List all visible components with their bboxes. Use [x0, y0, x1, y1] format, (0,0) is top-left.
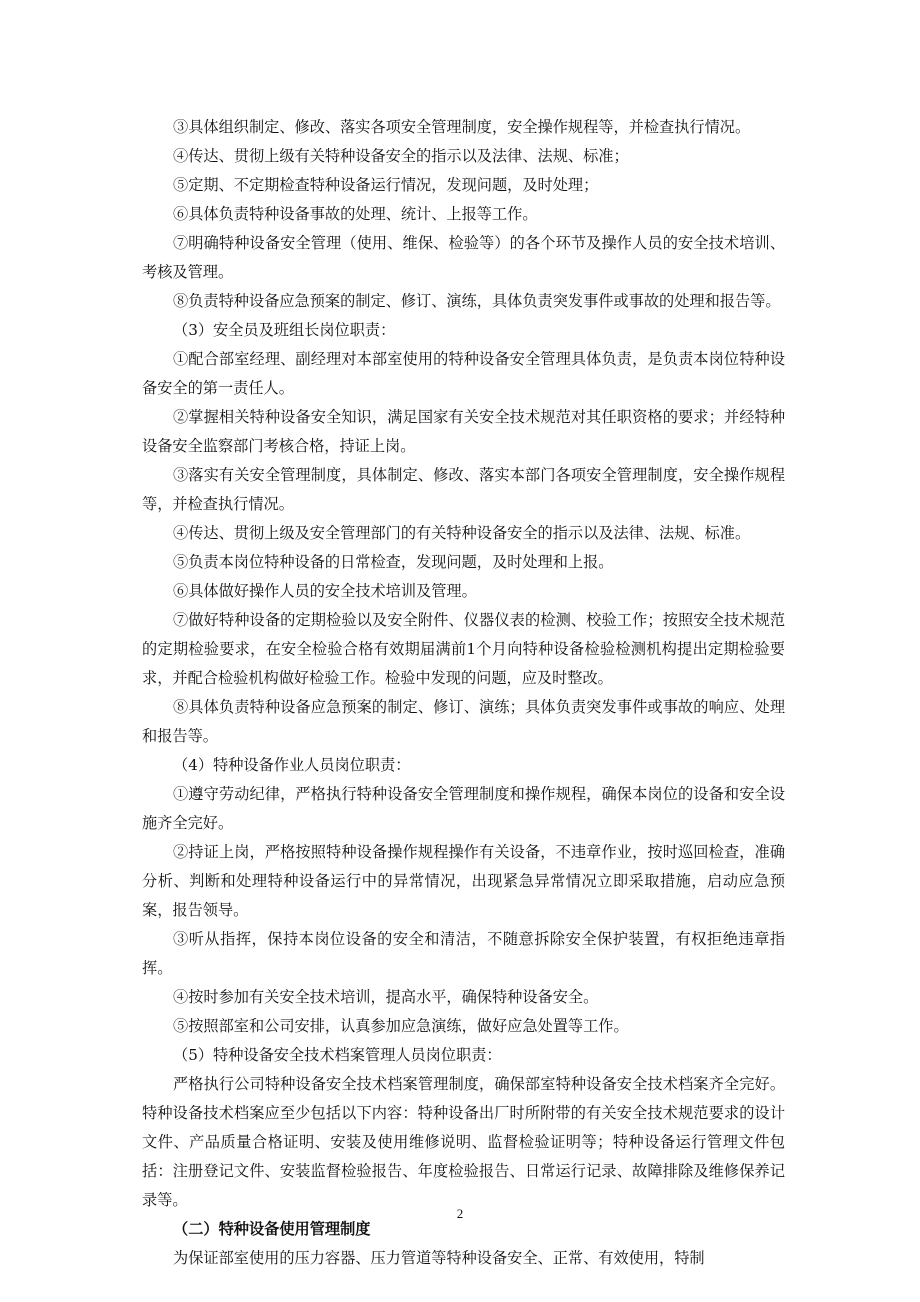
- paragraph: ⑧具体负责特种设备应急预案的制定、修订、演练；具体负责突发事件或事故的响应、处理和报告等。: [142, 698, 785, 745]
- paragraph: ①遵守劳动纪律，严格执行特种设备安全管理制度和操作规程，确保本岗位的设备和安全设施齐全完好。: [142, 785, 785, 832]
- paragraph: ②掌握相关特种设备安全知识，满足国家有关安全技术规范对其任职资格的要求；并经特种设备安全监察部门考核合格，持证上岗。: [142, 408, 785, 455]
- paragraph: ⑤负责本岗位特种设备的日常检查，发现问题，及时处理和上报。: [173, 553, 614, 571]
- paragraph: ④传达、贯彻上级及安全管理部门的有关特种设备安全的指示以及法律、法规、标准。: [173, 524, 751, 542]
- paragraph: ⑥具体做好操作人员的安全技术培训及管理。: [173, 582, 477, 600]
- paragraph: ⑦明确特种设备安全管理（使用、维保、检验等）的各个环节及操作人员的安全技术培训、考核及管理。: [142, 234, 785, 281]
- paragraph: ②持证上岗，严格按照特种设备操作规程操作有关设备，不违章作业，按时巡回检查，准确分析、判断和处理特种设备运行中的异常情况，出现紧急异常情况立即采取措施，启动应急预案，报告领导。: [142, 843, 785, 919]
- paragraph: ③听从指挥，保持本岗位设备的安全和清洁，不随意拆除安全保护装置，有权拒绝违章指挥。: [142, 930, 785, 977]
- paragraph: ⑧负责特种设备应急预案的制定、修订、演练，具体负责突发事件或事故的处理和报告等。: [173, 292, 781, 310]
- paragraph: ⑤按照部室和公司安排，认真参加应急演练，做好应急处置等工作。: [173, 1017, 629, 1035]
- paragraph: 为保证部室使用的压力容器、压力管道等特种设备安全、正常、有效使用，特制: [173, 1249, 705, 1267]
- paragraph: ⑦做好特种设备的定期检验以及安全附件、仪器仪表的检测、校验工作；按照安全技术规范的定期检验要求，在安全检验合格有效期届满前1个月向特种设备检验检测机构提出定期检验要求，并配合检验机构做好检验工作。检验中发现的问题，应及时整改。: [142, 611, 785, 687]
- paragraph: 严格执行公司特种设备安全技术档案管理制度，确保部室特种设备安全技术档案齐全完好。特种设备技术档案应至少包括以下内容：特种设备出厂时所附带的有关安全技术规范要求的设计文件、产品质量合格证明、安装及使用维修说明、监督检验证明等；特种设备运行管理文件包括：注册登记文件、安装监督检验报告、年度检验报告、日常运行记录、故障排除及维修保养记录等。: [142, 1075, 785, 1209]
- paragraph: ③落实有关安全管理制度，具体制定、修改、落实本部门各项安全管理制度，安全操作规程等，并检查执行情况。: [142, 466, 785, 513]
- paragraph: ④按时参加有关安全技术培训，提高水平，确保特种设备安全。: [173, 988, 599, 1006]
- document-body: [142, 113, 785, 1273]
- section-heading: （5）特种设备安全技术档案管理人员岗位职责：: [173, 1046, 502, 1064]
- paragraph: ④传达、贯彻上级有关特种设备安全的指示以及法律、法规、标准；: [173, 147, 629, 165]
- paragraph: ③具体组织制定、修改、落实各项安全管理制度，安全操作规程等，并检查执行情况。: [173, 118, 751, 136]
- section-heading: （4）特种设备作业人员岗位职责：: [173, 756, 411, 774]
- paragraph: ①配合部室经理、副经理对本部室使用的特种设备安全管理具体负责，是负责本岗位特种设备安全的第一责任人。: [142, 350, 785, 397]
- page-number: 2: [456, 1206, 464, 1221]
- chapter-heading: （二）特种设备使用管理制度: [173, 1220, 371, 1238]
- paragraph: ⑤定期、不定期检查特种设备运行情况，发现问题，及时处理；: [173, 176, 599, 194]
- section-heading: （3）安全员及班组长岗位职责：: [173, 321, 396, 339]
- paragraph: ⑥具体负责特种设备事故的处理、统计、上报等工作。: [173, 205, 538, 223]
